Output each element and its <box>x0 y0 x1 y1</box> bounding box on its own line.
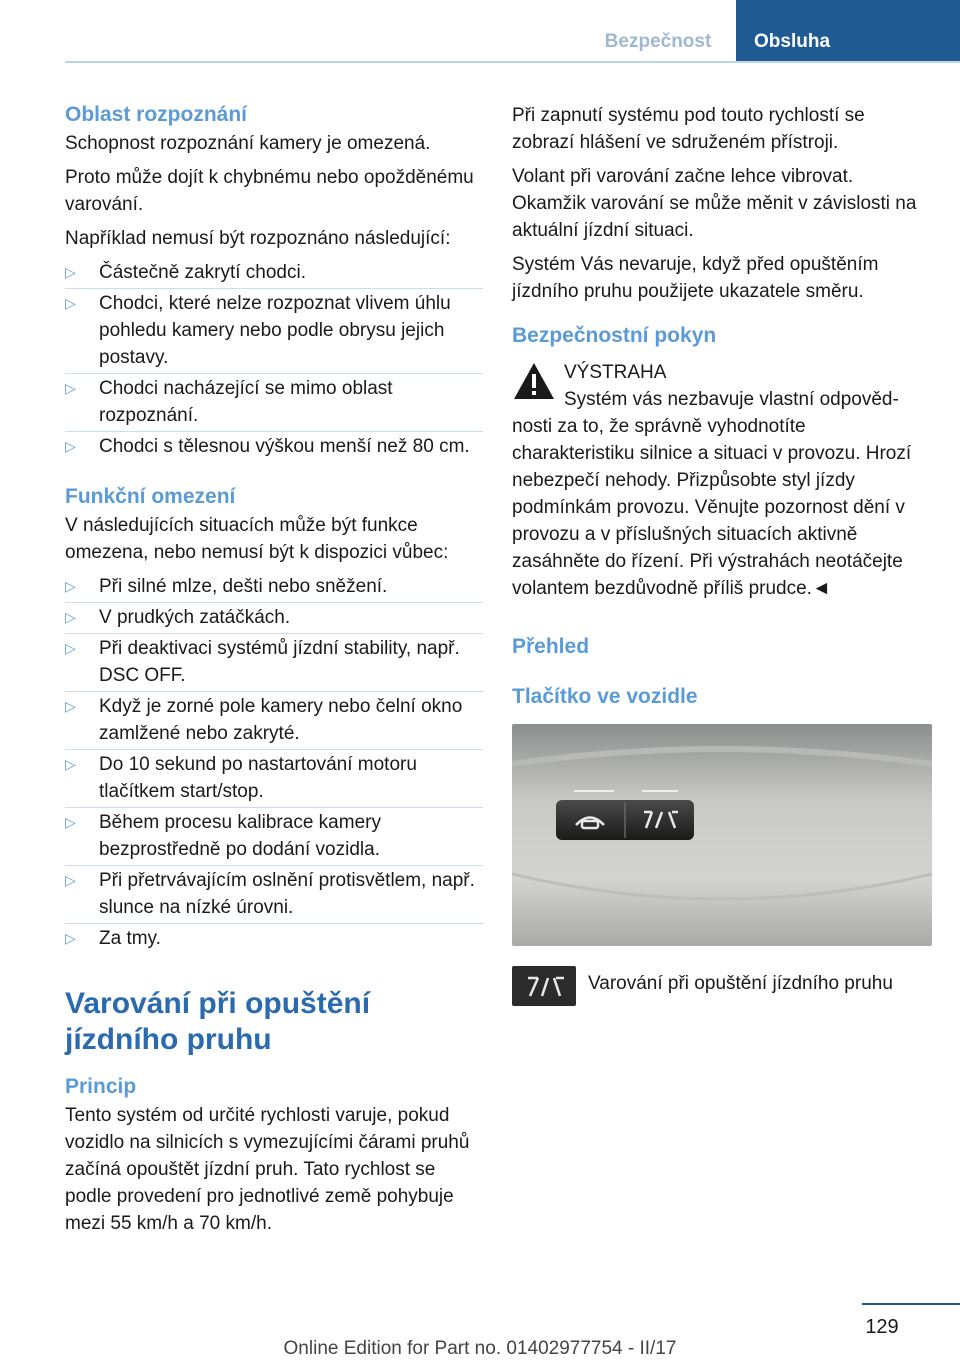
section-title-button: Tlačítko ve vozidle <box>512 685 698 708</box>
bullet-triangle-icon: ▷ <box>65 872 76 888</box>
limits-list <box>65 573 483 952</box>
header-rule <box>65 61 960 63</box>
bullet-triangle-icon: ▷ <box>65 264 76 280</box>
bullet-triangle-icon: ▷ <box>65 609 76 625</box>
footer-rule <box>862 1303 960 1305</box>
list-item: ▷ Chodci nacházející se mimo oblast rozpoznání. <box>65 375 483 429</box>
bullet-triangle-icon: ▷ <box>65 380 76 396</box>
edition-footer: Online Edition for Part no. 01402977754 - II/17 <box>283 1338 677 1359</box>
tab-bezpecnost[interactable]: Bezpečnost <box>604 31 712 52</box>
left-column <box>65 100 483 1244</box>
warning-block <box>512 359 932 602</box>
section-title-recognition-area: Oblast rozpoznání <box>65 103 248 126</box>
paragraph: Například nemusí být rozpoznáno následující: <box>65 228 451 249</box>
bullet-triangle-icon: ▷ <box>65 814 76 830</box>
list-item: ▷ Chodci s tělesnou výškou menší než 80 cm. <box>65 433 483 460</box>
list-item: ▷ Za tmy. <box>65 925 483 952</box>
warning-triangle-icon <box>512 361 556 401</box>
list-item: ▷ Při deaktivaci systémů jízdní stability, např. DSC OFF. <box>65 635 483 689</box>
bullet-triangle-icon: ▷ <box>65 640 76 656</box>
paragraph: Systém Vás nevaruje, když před opuštěním jízdního pruhu použijete ukazatele směru. <box>512 254 879 302</box>
warning-text-first: Systém vás nezbavuje vlastní odpověd- <box>564 389 899 410</box>
paragraph: Při zapnutí systému pod touto rychlostí se zobrazí hlášení ve sdruženém přístroji. <box>512 105 865 153</box>
icon-legend <box>512 964 932 1008</box>
right-column <box>512 102 932 1008</box>
list-item: ▷ Částečně zakrytí chodci. <box>65 259 483 286</box>
list-item: ▷ Když je zorné pole kamery nebo čelní okno zamlžené nebo zakryté. <box>65 693 483 747</box>
bullet-triangle-icon: ▷ <box>65 930 76 946</box>
paragraph: Volant při varování začne lehce vibrovat. Okamžik varování se může měnit v závislosti na aktuální jízdní situaci. <box>512 166 917 241</box>
list-item: ▷ Během procesu kalibrace kamery bezprostředně po dodání vozidla. <box>65 809 483 863</box>
paragraph: Proto může dojít k chybnému nebo opožděnému varování. <box>65 167 474 215</box>
list-item: ▷ Chodci, které nelze rozpoznat vlivem úhlu pohledu kamery nebo podle obrysu jejich postavy. <box>65 290 483 371</box>
paragraph: Schopnost rozpoznání kamery je omezená. <box>65 133 431 154</box>
section-title-safety: Bezpečnostní pokyn <box>512 324 717 347</box>
icon-caption: Varování při opuštění jízdního pruhu <box>588 973 893 994</box>
button-photo <box>512 724 932 946</box>
section-title-principle: Princip <box>65 1075 137 1098</box>
paragraph: Tento systém od určité rychlosti varuje, pokud vozidlo na silnicích s vymezujícími čárami pruhů začíná opouštět jízdní pruh. Tato rychlost se podle provedení pro jednotlivé země pohybuje mezi 55 km/h a 70 km/h. <box>65 1105 470 1234</box>
lane-departure-icon <box>512 966 576 1006</box>
chapter-title: Varování při opuštění jízdního pruhu <box>65 987 371 1056</box>
list-item: ▷ Při silné mlze, dešti nebo sněžení. <box>65 573 483 600</box>
bullet-triangle-icon: ▷ <box>65 578 76 594</box>
paragraph: V následujících situacích může být funkce omezena, nebo nemusí být k dispozici vůbec: <box>65 515 449 563</box>
page-number: 129 <box>865 1316 899 1338</box>
bullet-triangle-icon: ▷ <box>65 295 76 311</box>
section-title-overview: Přehled <box>512 635 590 658</box>
page-header <box>0 0 960 62</box>
warning-label: VÝSTRAHA <box>564 362 667 383</box>
bullet-triangle-icon: ▷ <box>65 438 76 454</box>
list-item: ▷ V prudkých zatáčkách. <box>65 604 483 631</box>
recognition-list <box>65 259 483 460</box>
bullet-triangle-icon: ▷ <box>65 698 76 714</box>
list-item: ▷ Do 10 sekund po nastartování motoru tlačítkem start/stop. <box>65 751 483 805</box>
bullet-triangle-icon: ▷ <box>65 756 76 772</box>
list-item: ▷ Při přetrvávajícím oslnění protisvětlem, např. slunce na nízké úrovni. <box>65 867 483 921</box>
warning-text: nosti za to, že správně vyhodnotíte charakteristiku silnice a situaci v provozu. Hrozí nebezpečí nehody. Přizpůsobte styl jízdy podmínkám provozu. Věnujte pozornost dění v provozu a v příslušných situacích aktivně zasáhněte do řízení. Při výstrahách neotáčejte volantem bezdůvodně příliš prudce.◄ <box>512 416 912 599</box>
tab-obsluha[interactable]: Obsluha <box>736 0 960 62</box>
section-title-functional-limits: Funkční omezení <box>65 485 236 508</box>
